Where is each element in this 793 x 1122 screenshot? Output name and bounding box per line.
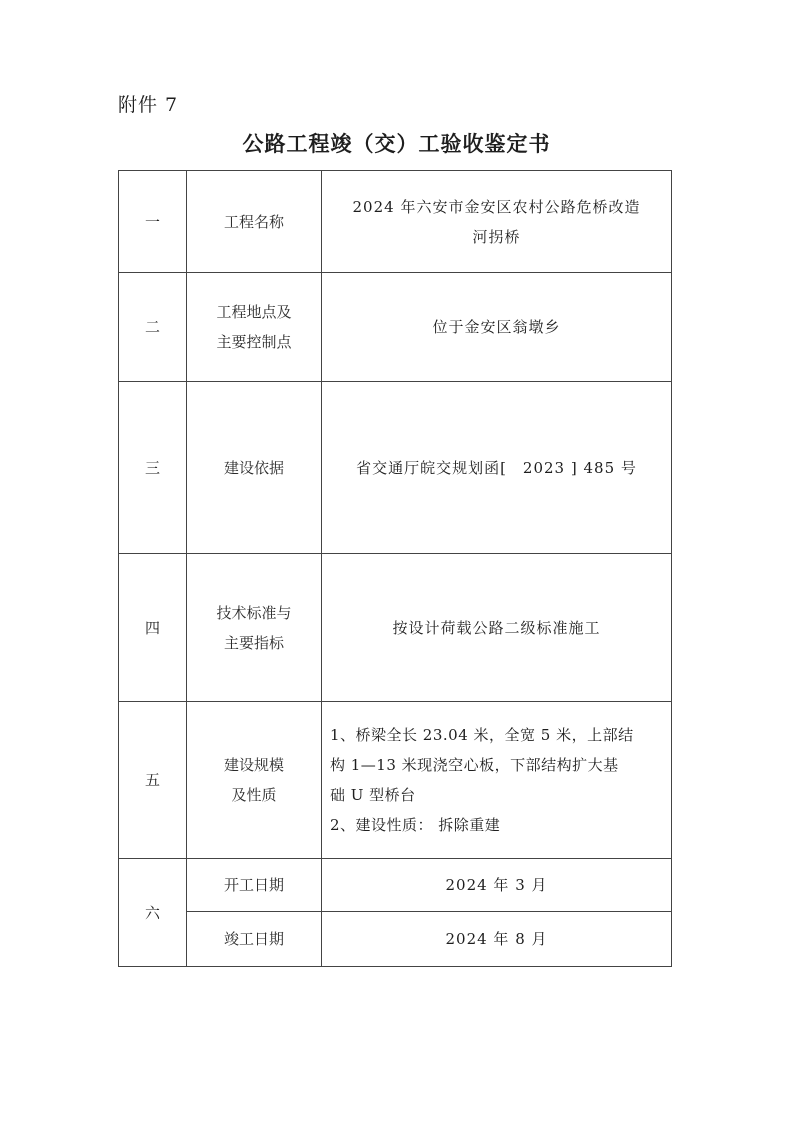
row-value (322, 702, 672, 859)
label-line: 技术标准与 (216, 603, 292, 622)
row-value (322, 382, 672, 554)
value-line: 位于金安区翁墩乡 (432, 318, 561, 336)
row-value (322, 171, 672, 273)
row-number: 三 (119, 382, 187, 554)
row-value (322, 273, 672, 382)
row-label (187, 554, 322, 702)
table-row (119, 702, 672, 859)
label-line: 建设规模 (223, 756, 284, 774)
label-line: 主要指标 (223, 633, 284, 652)
label-line: 主要控制点 (216, 333, 292, 351)
table-row (119, 859, 672, 912)
table-row (119, 554, 672, 702)
table-row (119, 382, 672, 554)
row-number: 四 (119, 554, 187, 702)
table-row (119, 912, 672, 967)
label-line: 工程名称 (223, 212, 284, 231)
start-date-label: 开工日期 (187, 859, 322, 912)
row-number: 一 (119, 171, 187, 273)
label-line: 建设依据 (223, 458, 284, 477)
row-number: 六 (119, 859, 187, 967)
row-number: 五 (119, 702, 187, 859)
row-label (187, 171, 322, 273)
value-line: 础 U 型桥台 (330, 786, 416, 804)
value-line: 2、建设性质： 拆除重建 (330, 816, 501, 834)
value-line: 省交通厅皖交规划函[ 2023 ] 485 号 (356, 458, 637, 477)
row-value (322, 554, 672, 702)
table-row (119, 273, 672, 382)
row-label (187, 273, 322, 382)
value-line: 河拐桥 (472, 227, 521, 246)
value-line: 构 1—13 米现浇空心板，下部结构扩大基 (330, 756, 619, 774)
label-line: 及性质 (231, 786, 277, 804)
table-row (119, 171, 672, 273)
value-line: 2024 年六安市金安区农村公路危桥改造 (352, 197, 641, 216)
value-line: 1、桥梁全长 23.04 米，全宽 5 米，上部结 (330, 726, 634, 744)
end-date-label: 竣工日期 (187, 912, 322, 967)
end-date-value: 2024 年 8 月 (322, 912, 672, 967)
row-label (187, 702, 322, 859)
row-label (187, 382, 322, 554)
row-number: 二 (119, 273, 187, 382)
label-line: 工程地点及 (216, 303, 292, 321)
attachment-label: 附件 7 (118, 94, 179, 116)
document-title: 公路工程竣（交）工验收鉴定书 (242, 131, 551, 156)
acceptance-table (118, 170, 672, 967)
value-line: 按设计荷载公路二级标准施工 (392, 618, 601, 637)
start-date-value: 2024 年 3 月 (322, 859, 672, 912)
